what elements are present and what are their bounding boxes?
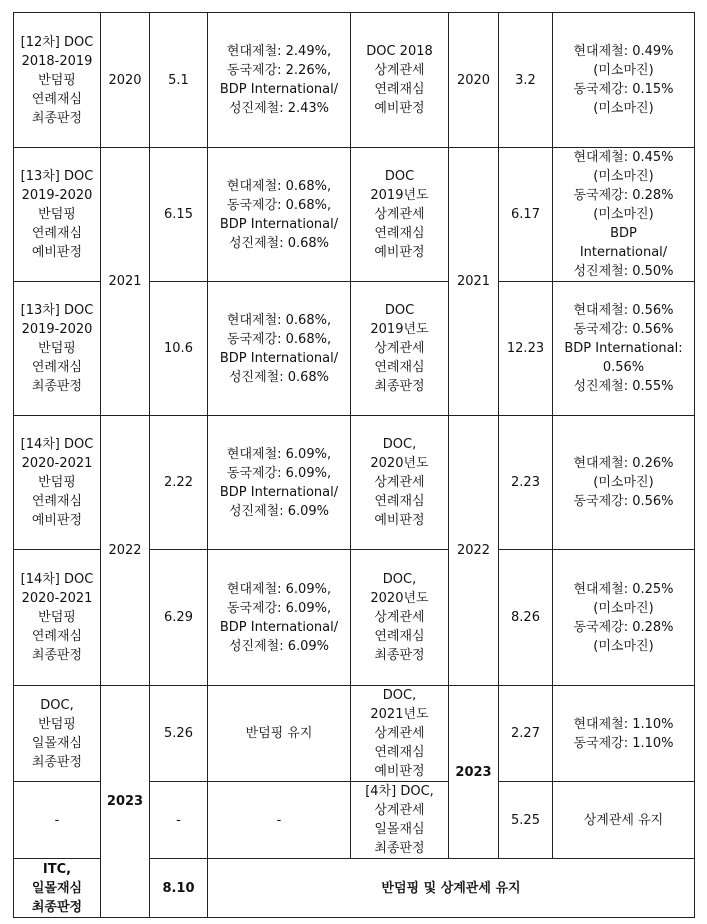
date-cell: 5.1 <box>150 13 208 148</box>
cvd-date-cell: 2.23 <box>499 416 553 550</box>
rate-cell: 현대제철: 6.09%, 동국제강: 6.09%, BDP International/ 성진제철: 6.09% <box>208 416 351 550</box>
case-cell: [12차] DOC 2018-2019 반덤핑 연례재심 최종판정 <box>14 13 101 148</box>
date-cell: 10.6 <box>150 282 208 416</box>
cvd-rate-cell: 상계관세 유지 <box>553 782 695 859</box>
merged-result-cell: 반덤핑 및 상계관세 유지 <box>208 859 695 918</box>
trade-remedy-table <box>13 12 695 918</box>
year-cell: 2021 <box>101 148 150 416</box>
date-cell: - <box>150 782 208 859</box>
cvd-year-cell: 2022 <box>449 416 499 686</box>
cvd-date-cell: 8.26 <box>499 550 553 686</box>
cvd-case-cell: DOC, 2020년도 상계관세 연례재심 최종판정 <box>351 550 449 686</box>
table-row <box>14 13 695 148</box>
rate-cell: 반덤핑 유지 <box>208 686 351 782</box>
cvd-rate-cell: 현대제철: 0.56% 동국제강: 0.56% BDP International: 0.56% 성진제철: 0.55% <box>553 282 695 416</box>
cvd-case-cell: DOC, 2020년도 상계관세 연례재심 예비판정 <box>351 416 449 550</box>
cvd-date-cell: 12.23 <box>499 282 553 416</box>
cvd-date-cell: 2.27 <box>499 686 553 782</box>
case-cell: [13차] DOC 2019-2020 반덤핑 연례재심 예비판정 <box>14 148 101 282</box>
rate-cell: 현대제철: 0.68%, 동국제강: 0.68%, BDP International/ 성진제철: 0.68% <box>208 148 351 282</box>
year-cell: 2023 <box>101 686 150 918</box>
case-cell: DOC, 반덤핑 일몰재심 최종판정 <box>14 686 101 782</box>
cvd-case-cell: DOC, 2021년도 상계관세 연례재심 예비판정 <box>351 686 449 782</box>
case-cell: [14차] DOC 2020-2021 반덤핑 연례재심 최종판정 <box>14 550 101 686</box>
cvd-rate-cell: 현대제철: 0.45% (미소마진) 동국제강: 0.28% (미소마진) BDP International/ 성진제철: 0.50% <box>553 148 695 282</box>
year-cell: 2022 <box>101 416 150 686</box>
rate-cell: 현대제철: 0.68%, 동국제강: 0.68%, BDP International/ 성진제철: 0.68% <box>208 282 351 416</box>
date-cell: 2.22 <box>150 416 208 550</box>
cvd-date-cell: 5.25 <box>499 782 553 859</box>
date-cell: 8.10 <box>150 859 208 918</box>
cvd-case-cell: DOC 2019년도 상계관세 연례재심 예비판정 <box>351 148 449 282</box>
date-cell: 6.29 <box>150 550 208 686</box>
year-cell: 2020 <box>101 13 150 148</box>
case-cell: ITC, 일몰재심 최종판정 <box>14 859 101 918</box>
cvd-rate-cell: 현대제철: 0.26% (미소마진) 동국제강: 0.56% <box>553 416 695 550</box>
cvd-year-cell: 2020 <box>449 13 499 148</box>
table-row <box>14 148 695 282</box>
cvd-case-cell: [4차] DOC, 상계관세 일몰재심 최종판정 <box>351 782 449 859</box>
date-cell: 6.15 <box>150 148 208 282</box>
cvd-year-cell: 2021 <box>449 148 499 416</box>
table-row <box>14 686 695 782</box>
case-cell: - <box>14 782 101 859</box>
cvd-rate-cell: 현대제철: 0.49% (미소마진) 동국제강: 0.15% (미소마진) <box>553 13 695 148</box>
cvd-date-cell: 6.17 <box>499 148 553 282</box>
cvd-case-cell: DOC 2018 상계관세 연례재심 예비판정 <box>351 13 449 148</box>
rate-cell: 현대제철: 2.49%, 동국제강: 2.26%, BDP International/ 성진제철: 2.43% <box>208 13 351 148</box>
cvd-rate-cell: 현대제철: 0.25% (미소마진) 동국제강: 0.28% (미소마진) <box>553 550 695 686</box>
table-row <box>14 416 695 550</box>
rate-cell: 현대제철: 6.09%, 동국제강: 6.09%, BDP International/ 성진제철: 6.09% <box>208 550 351 686</box>
case-cell: [14차] DOC 2020-2021 반덤핑 연례재심 예비판정 <box>14 416 101 550</box>
cvd-date-cell: 3.2 <box>499 13 553 148</box>
cvd-year-cell: 2023 <box>449 686 499 859</box>
case-cell: [13차] DOC 2019-2020 반덤핑 연례재심 최종판정 <box>14 282 101 416</box>
rate-cell: - <box>208 782 351 859</box>
cvd-rate-cell: 현대제철: 1.10% 동국제강: 1.10% <box>553 686 695 782</box>
date-cell: 5.26 <box>150 686 208 782</box>
cvd-case-cell: DOC 2019년도 상계관세 연례재심 최종판정 <box>351 282 449 416</box>
